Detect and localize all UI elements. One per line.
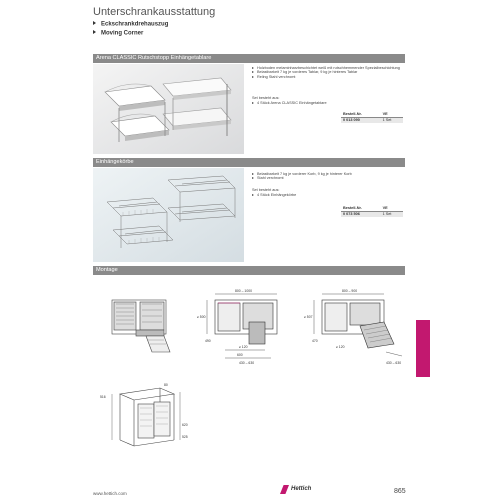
dimension-label: 430 – 630 xyxy=(239,361,255,365)
mounting-drawing-3 xyxy=(302,286,406,368)
footer-url: www.hettich.com xyxy=(93,491,127,496)
dimension-label: 430 – 630 xyxy=(386,361,402,365)
table-row: 0 073 506 1 Set xyxy=(341,211,403,217)
dimension-label: 620 xyxy=(182,423,188,427)
set-note: Set besteht aus: xyxy=(252,188,280,192)
dimension-label: ≥ 507 xyxy=(304,315,313,319)
hettich-logo-icon xyxy=(280,485,289,494)
dimension-label: ≥ 500 xyxy=(197,315,206,319)
dimension-label: 525 xyxy=(182,435,188,439)
dimension-label: 800 – 1000 xyxy=(235,289,252,293)
set-list xyxy=(252,193,402,197)
column-header: Bestell-Nr. xyxy=(341,111,381,117)
brand-logo: Hettich xyxy=(291,486,312,492)
product-photo-koerbe xyxy=(93,168,244,262)
feature-list xyxy=(252,66,402,79)
order-table xyxy=(341,205,403,217)
bullet-item: 4 Stück Arena CLASSIC Einhängetablare xyxy=(252,101,402,105)
mounting-drawing-1 xyxy=(98,286,184,358)
section-bar-koerbe: Einhängekörbe xyxy=(93,158,405,167)
triangle-icon xyxy=(93,21,96,25)
page-title: Unterschrankausstattung xyxy=(93,6,216,18)
breadcrumb-item: Eckschrankdrehauszug xyxy=(93,21,168,28)
column-header: Bestell-Nr. xyxy=(341,205,381,211)
dimension-label: 490 xyxy=(205,339,211,343)
column-header: VE xyxy=(381,205,403,211)
bullet-item: Belastbarkeit 7 kg je vorderer Korb, 9 kg je hinterer Korb xyxy=(252,172,402,176)
section-bar-tablare: Arena CLASSIC Rutschstopp Einhängetablare xyxy=(93,54,405,63)
section-index-tab xyxy=(416,320,430,377)
set-note: Set besteht aus: xyxy=(252,96,280,100)
dimension-label: ≥ 120 xyxy=(239,345,248,349)
dimension-label: 516 xyxy=(100,395,106,399)
mounting-drawing-4 xyxy=(98,380,194,452)
dimension-label: 800 – 900 xyxy=(342,289,358,293)
product-photo-tablare xyxy=(93,64,244,154)
bullet-item: Belastbarkeit 7 kg je vorderes Tablar, 9 kg je hinteres Tablar xyxy=(252,70,402,74)
table-row: 0 013 090 1 Set xyxy=(341,117,403,123)
dimension-label: ≥ 120 xyxy=(336,345,345,349)
dimension-label: 80 xyxy=(164,383,168,387)
bullet-item: Stahl verchromt xyxy=(252,176,402,180)
page-number: 865 xyxy=(394,488,406,495)
feature-list xyxy=(252,172,402,181)
mounting-drawing-2 xyxy=(195,286,295,368)
dimension-label: 600 xyxy=(237,353,243,357)
bullet-item: Reling Stahl verchromt xyxy=(252,75,402,79)
order-table xyxy=(341,111,403,123)
set-list xyxy=(252,101,402,105)
section-bar-montage: Montage xyxy=(93,266,405,275)
dimension-label: 470 xyxy=(312,339,318,343)
bullet-item: Holzboden melaminharzbeschichtet weiß mit rutschhemmender Spezialbeschichtung xyxy=(252,66,402,70)
bullet-item: 4 Stück Einhängekörbe xyxy=(252,193,402,197)
column-header: VE xyxy=(381,111,403,117)
breadcrumb-item: Moving Corner xyxy=(93,30,143,37)
triangle-icon xyxy=(93,30,96,34)
